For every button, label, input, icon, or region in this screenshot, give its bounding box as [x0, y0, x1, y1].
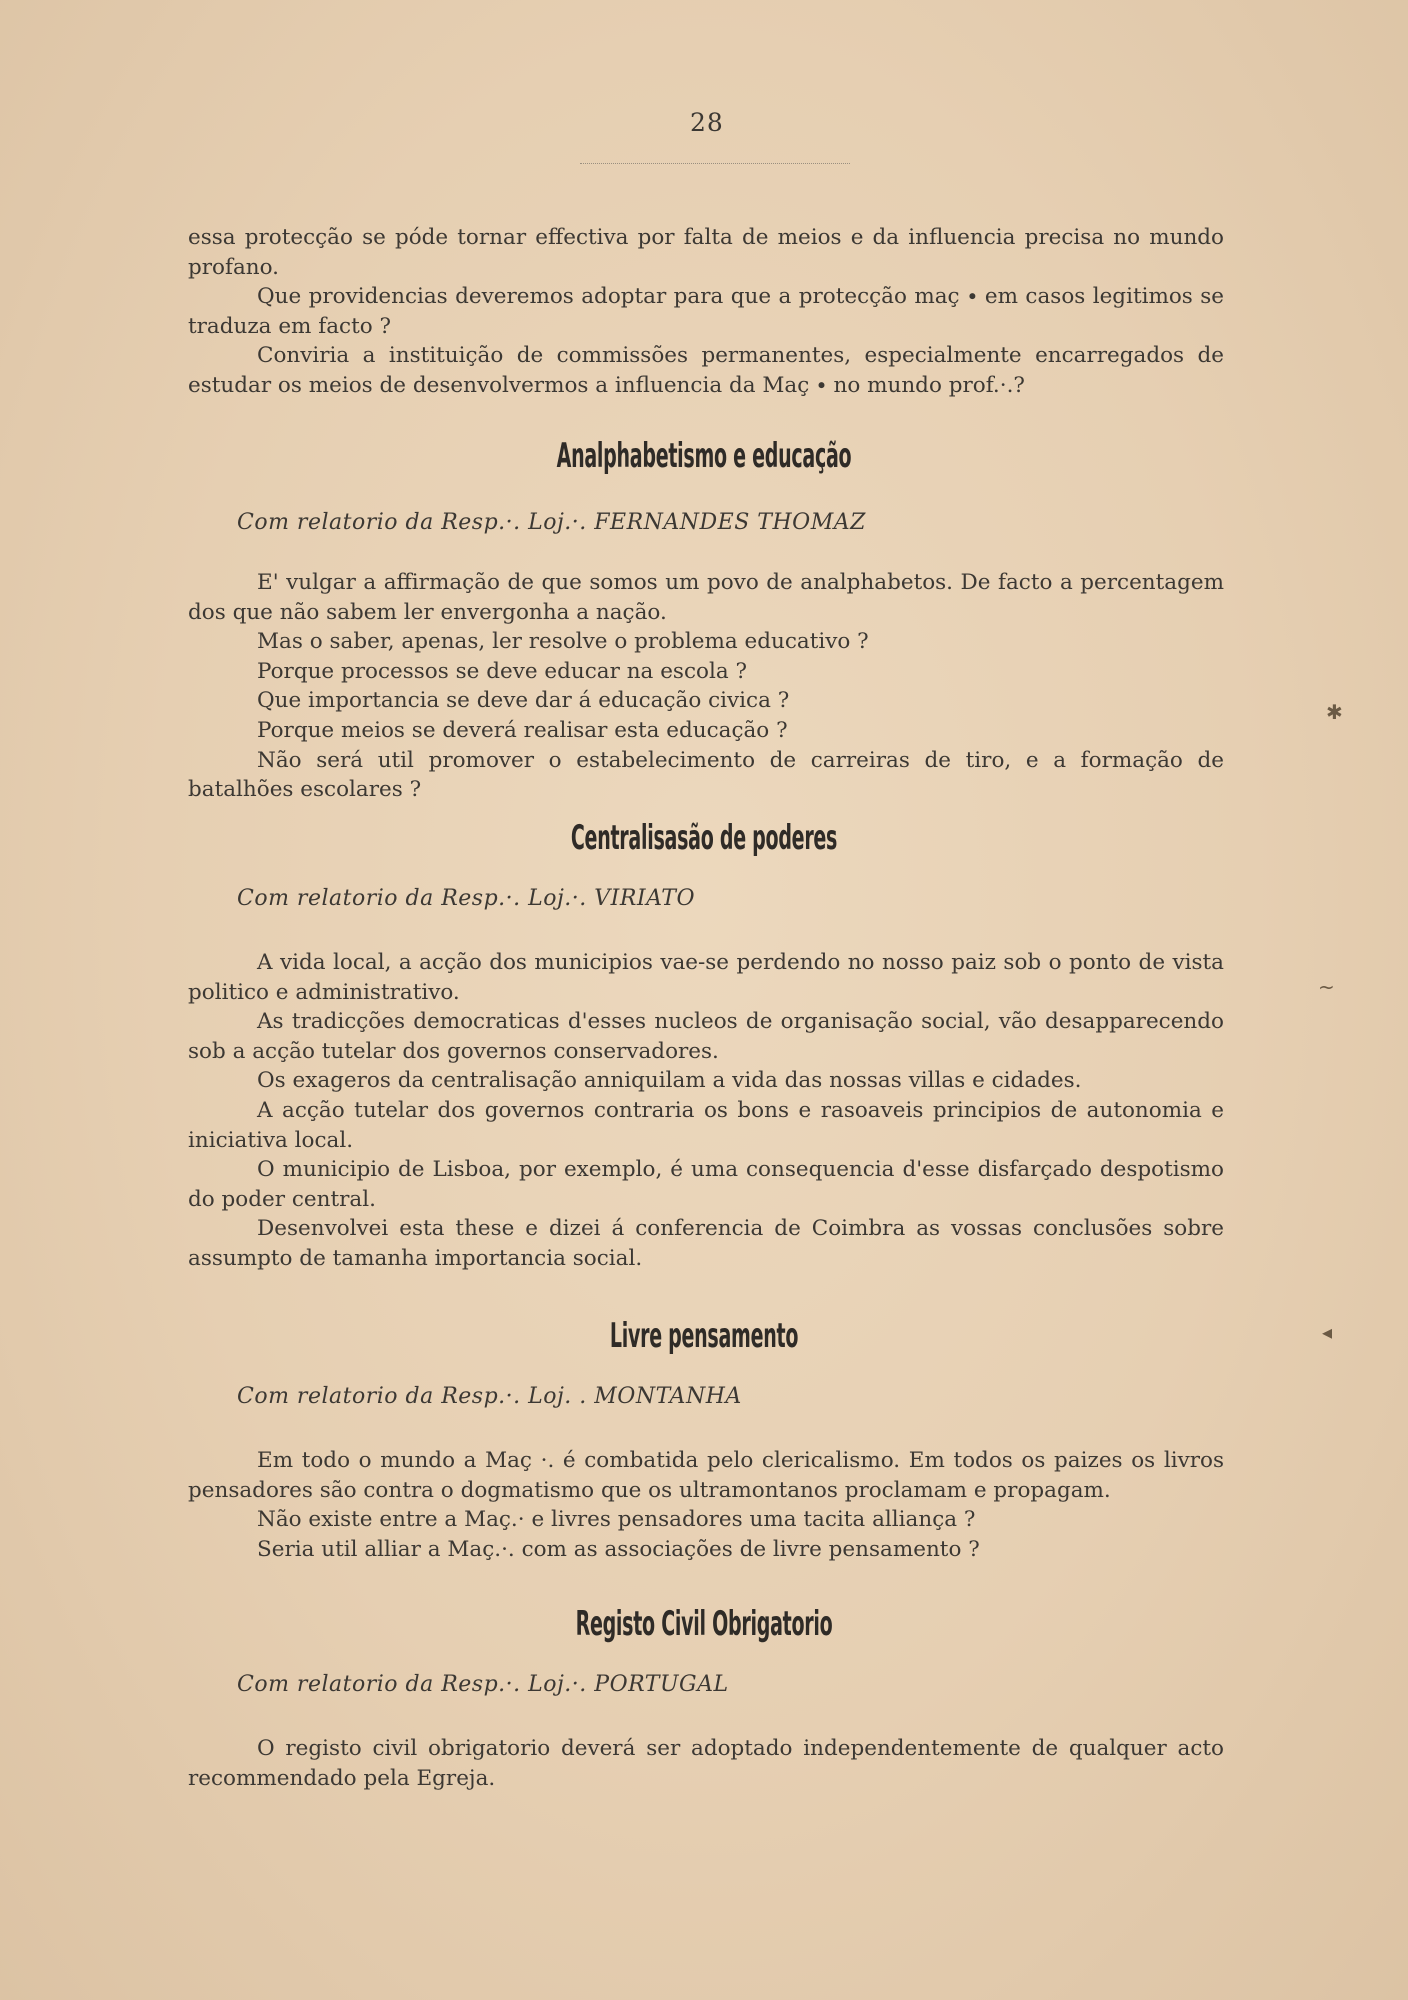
- intro-text: [188, 223, 1224, 401]
- section-reporter: Com relatorio da Resp.·. Loj.·. PORTUGAL: [237, 1672, 729, 1697]
- section-heading: Registo Civil Obrigatorio: [575, 1604, 833, 1644]
- section-body: [188, 1446, 1224, 1564]
- paragraph: Não será util promover o estabelecimento de carreiras de tiro, e a formação de batalhões escolares ?: [188, 747, 1224, 803]
- section-body: [188, 1734, 1224, 1793]
- ink-blot-icon: ◂: [1322, 1320, 1333, 1344]
- paragraph: Mas o saber, apenas, ler resolve o problema educativo ?: [257, 629, 869, 655]
- page-number: 28: [690, 108, 724, 137]
- paragraph: Os exageros da centralisação anniquilam a vida das nossas villas e cidades.: [257, 1068, 1082, 1094]
- paragraph: Porque processos se deve educar na escola ?: [257, 658, 747, 684]
- paragraph: Seria util alliar a Maç.·. com as associações de livre pensamento ?: [257, 1536, 980, 1562]
- section-body: [188, 568, 1224, 805]
- paragraph: Porque meios se deverá realisar esta educação ?: [257, 717, 788, 743]
- paragraph: A acção tutelar dos governos contraria os bons e rasoaveis principios de autonomia e iniciativa local.: [188, 1097, 1224, 1153]
- paragraph: Em todo o mundo a Maç ·. é combatida pelo clericalismo. Em todos os paizes os livros pensadores são contra o dogmatismo que os ultramontanos proclamam e propagam.: [188, 1448, 1224, 1503]
- paragraph: O registo civil obrigatorio deverá ser adoptado independentemente de qualquer acto recommendado pela Egreja.: [188, 1736, 1224, 1791]
- paragraph: A vida local, a acção dos municipios vae-se perdendo no nosso paiz sob o ponto de vista politico e administrativo.: [188, 950, 1224, 1005]
- paragraph: Não existe entre a Maç.· e livres pensadores uma tacita alliança ?: [257, 1507, 976, 1533]
- paragraph: Que importancia se deve dar á educação civica ?: [257, 688, 790, 714]
- section-reporter: Com relatorio da Resp.·. Loj.·. VIRIATO: [237, 886, 695, 911]
- header-rule: [580, 163, 850, 164]
- paragraph: Que providencias deveremos adoptar para que a protecção maç ∙ em casos legitimos se traduza em facto ?: [188, 284, 1224, 339]
- paragraph: Desenvolvei esta these e dizei á conferencia de Coimbra as vossas conclusões sobre assumpto de tamanha importancia social.: [188, 1216, 1224, 1271]
- ink-blot-icon: ✱: [1326, 700, 1343, 724]
- section-body: [188, 948, 1224, 1274]
- paragraph: essa protecção se póde tornar effectiva por falta de meios e da influencia precisa no mundo profano.: [188, 225, 1224, 280]
- ink-blot-icon: ~: [1318, 975, 1335, 999]
- section-reporter: Com relatorio da Resp.·. Loj. . MONTANHA: [237, 1384, 742, 1409]
- paragraph: E' vulgar a affirmação de que somos um povo de analphabetos. De facto a percentagem dos que não sabem ler envergonha a nação.: [188, 570, 1224, 625]
- section-reporter: Com relatorio da Resp.·. Loj.·. FERNANDES THOMAZ: [237, 510, 866, 535]
- section-heading: Analphabetismo e educação: [556, 436, 852, 476]
- paragraph: Conviria a instituição de commissões permanentes, especialmente encarregados de estudar os meios de desenvolvermos a influencia da Maç ∙ no mundo prof.·.?: [188, 343, 1224, 398]
- section-heading: Livre pensamento: [609, 1316, 799, 1356]
- section-heading: Centralisasão de poderes: [570, 818, 838, 858]
- paragraph: As tradicções democraticas d'esses nucleos de organisação social, vão desapparecendo sob a acção tutelar dos governos conservadores.: [188, 1009, 1224, 1064]
- paragraph: O municipio de Lisboa, por exemplo, é uma consequencia d'esse disfarçado despotismo do poder central.: [188, 1157, 1224, 1212]
